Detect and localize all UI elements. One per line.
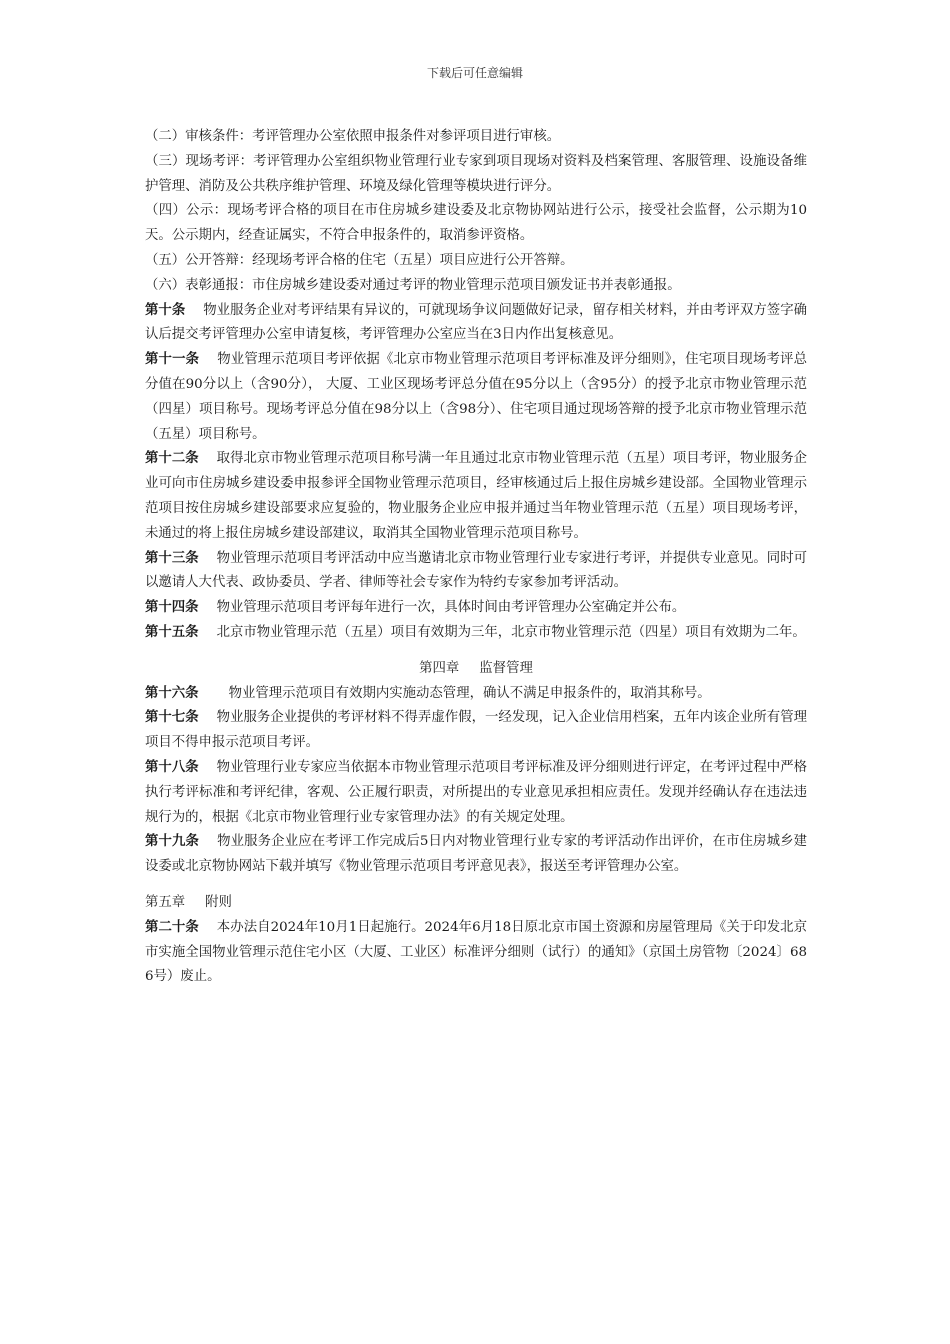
chapter-5-heading bbox=[145, 891, 807, 916]
item-review-conditions: （二）审核条件：考评管理办公室依照申报条件对参评项目进行审核。 bbox=[145, 129, 561, 144]
article-text: 物业管理行业专家应当依据本市物业管理示范项目考评标准及评分细则进行评定，在考评过程中严格执行考评标准和考评纪律，客观、公正履行职责，对所提出的专业意见承担相应责任。发现并经确认存在违法违规行为的，根据《北京市物业管理行业专家管理办法》的有关规定处理。 bbox=[145, 759, 807, 825]
item-onsite-evaluation: （三）现场考评：考评管理办公室组织物业管理行业专家到项目现场对资料及档案管理、客服管理、设施设备维护管理、消防及公共秩序维护管理、环境及绿化管理等模块进行评分。 bbox=[145, 153, 807, 194]
article-text: 取得北京市物业管理示范项目称号满一年且通过北京市物业管理示范（五星）项目考评，物业服务企业可向市住房城乡建设委申报参评全国物业管理示范项目，经审核通过后上报住房城乡建设部。全国物业管理示范项目按住房城乡建设部要求应复验的，物业服务企业应申报并通过当年物业管理示范（五星）项目现场考评，未通过的将上报住房城乡建设部建议，取消其全国物业管理示范项目称号。 bbox=[145, 451, 807, 541]
article-label: 第十三条 bbox=[145, 550, 199, 566]
article-label: 第十九条 bbox=[145, 834, 200, 850]
article-text: 北京市物业管理示范（五星）项目有效期为三年，北京市物业管理示范（四星）项目有效期为二年。 bbox=[216, 624, 806, 640]
article-18 bbox=[145, 756, 807, 830]
chapter-title: 监督管理 bbox=[479, 660, 533, 676]
article-label: 第十七条 bbox=[145, 710, 199, 726]
article-20 bbox=[145, 916, 807, 990]
article-label: 第十一条 bbox=[145, 352, 200, 368]
article-text: 物业服务企业应在考评工作完成后5日内对物业管理行业专家的考评活动作出评价，在市住房城乡建设委或北京物协网站下载并填写《物业管理示范项目考评意见表》，报送至考评管理办公室。 bbox=[145, 834, 807, 875]
item-commendation: （六）表彰通报：市住房城乡建设委对通过考评的物业管理示范项目颁发证书并表彰通报。 bbox=[145, 277, 681, 293]
article-12 bbox=[145, 447, 807, 546]
article-label: 第十二条 bbox=[145, 451, 199, 467]
chapter-number: 第五章 bbox=[145, 894, 186, 910]
article-label: 第十八条 bbox=[145, 759, 199, 775]
article-label: 第十条 bbox=[145, 302, 186, 318]
article-17 bbox=[145, 706, 807, 756]
article-16 bbox=[145, 682, 807, 707]
article-14 bbox=[145, 596, 807, 621]
article-label: 第十五条 bbox=[145, 624, 199, 640]
article-15 bbox=[145, 621, 807, 646]
article-text: 物业服务企业提供的考评材料不得弄虚作假，一经发现，记入企业信用档案，五年内该企业所有管理项目不得申报示范项目考评。 bbox=[145, 710, 807, 751]
chapter-number: 第四章 bbox=[419, 660, 460, 676]
article-13 bbox=[145, 547, 807, 597]
article-11 bbox=[145, 348, 807, 447]
chapter-title: 附则 bbox=[205, 894, 232, 910]
article-10 bbox=[145, 299, 807, 349]
article-19 bbox=[145, 830, 807, 880]
item-public-defense: （五）公开答辩：经现场考评合格的住宅（五星）项目应进行公开答辩。 bbox=[145, 252, 574, 268]
article-label: 第二十条 bbox=[145, 919, 199, 935]
item-public-notice: （四）公示：现场考评合格的项目在市住房城乡建设委及北京物协网站进行公示，接受社会监督，公示期为10天。公示期内，经查证属实，不符合申报条件的，取消参评资格。 bbox=[145, 203, 807, 244]
article-text: 物业服务企业对考评结果有异议的，可就现场争议问题做好记录，留存相关材料，并由考评双方签字确认后提交考评管理办公室申请复核，考评管理办公室应当在3日内作出复核意见。 bbox=[145, 302, 808, 343]
document-body bbox=[145, 125, 807, 990]
article-text: 物业管理示范项目考评每年进行一次，具体时间由考评管理办公室确定并公布。 bbox=[216, 600, 686, 616]
chapter-4-heading bbox=[145, 657, 807, 682]
page-header: 下载后可任意编辑 bbox=[426, 66, 523, 80]
article-text: 物业管理示范项目考评依据《北京市物业管理示范项目考评标准及评分细则》，住宅项目现场考评总分值在90分以上（含90分）， 大厦、工业区现场考评总分值在95分以上（含95分）的授予北京市物业管理示范（四星）项目称号。现场考评总分值在98分以上（含98分）、住宅项目通过现场答辩的授予北京市物业管理示范（五星）项目称号。 bbox=[145, 352, 808, 442]
article-label: 第十六条 bbox=[145, 685, 199, 701]
article-text: 物业管理示范项目有效期内实施动态管理，确认不满足申报条件的，取消其称号。 bbox=[228, 685, 711, 701]
article-text: 本办法自2024年10月1日起施行。2024年6月18日原北京市国土资源和房屋管理局《关于印发北京市实施全国物业管理示范住宅小区（大厦、工业区）标准评分细则（试行）的通知》（京国土房管物〔2024〕686号）废止。 bbox=[145, 919, 807, 985]
article-text: 物业管理示范项目考评活动中应当邀请北京市物业管理行业专家进行考评，并提供专业意见。同时可以邀请人大代表、政协委员、学者、律师等社会专家作为特约专家参加考评活动。 bbox=[145, 550, 807, 591]
article-label: 第十四条 bbox=[145, 600, 199, 616]
